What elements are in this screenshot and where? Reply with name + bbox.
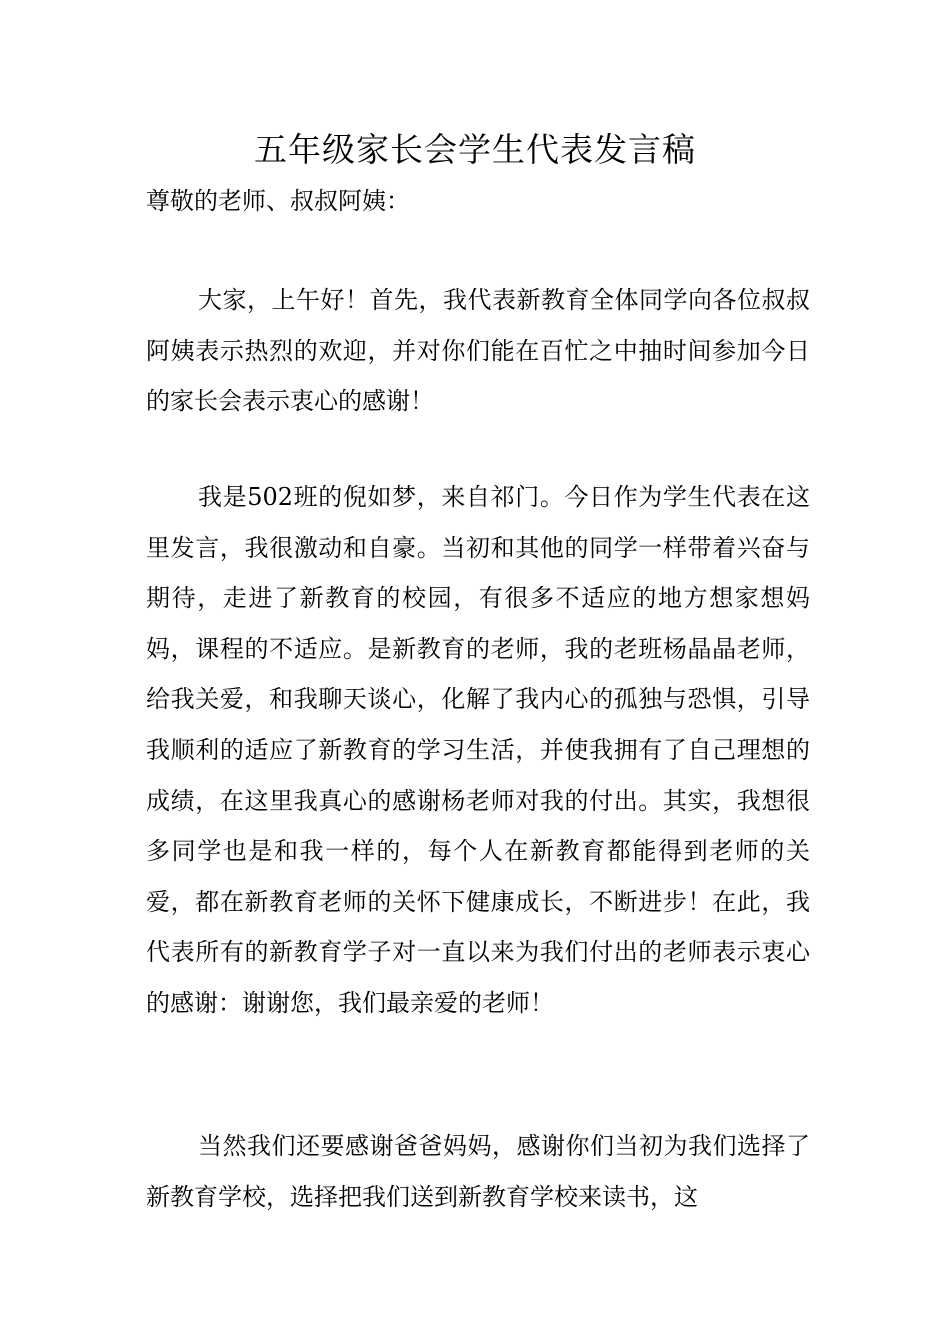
salutation: 尊敬的老师、叔叔阿姨： [146,187,410,215]
document-title: 五年级家长会学生代表发言稿 [254,130,696,169]
paragraph-2: 我是502班的倪如梦，来自祁门。今日作为学生代表在这里发言，我很激动和自豪。当初和其他的同学一样带着兴奋与期待，走进了新教育的校园，有很多不适应的地方想家想妈妈，课程的不适应。是新教育的老师，我的老班杨晶晶老师，给我关爱，和我聊天谈心，化解了我内心的孤独与恐惧，引导我顺利的适应了新教育的学习生活，并使我拥有了自己理想的成绩，在这里我真心的感谢杨老师对我的付出。其实，我想很多同学也是和我一样的，每个人在新教育都能得到老师的关爱，都在新教育老师的关怀下健康成长，不断进步！在此，我代表所有的新教育学子对一直以来为我们付出的老师表示衷心的感谢：谢谢您，我们最亲爱的老师！ [146,483,810,1017]
paragraph-3: 当然我们还要感谢爸爸妈妈，感谢你们当初为我们选择了新教育学校，选择把我们送到新教育学校来读书，这 [146,1132,810,1211]
paragraph-1: 大家，上午好！首先，我代表新教育全体同学向各位叔叔阿姨表示热烈的欢迎，并对你们能在百忙之中抽时间参加今日的家长会表示衷心的感谢！ [146,286,810,416]
